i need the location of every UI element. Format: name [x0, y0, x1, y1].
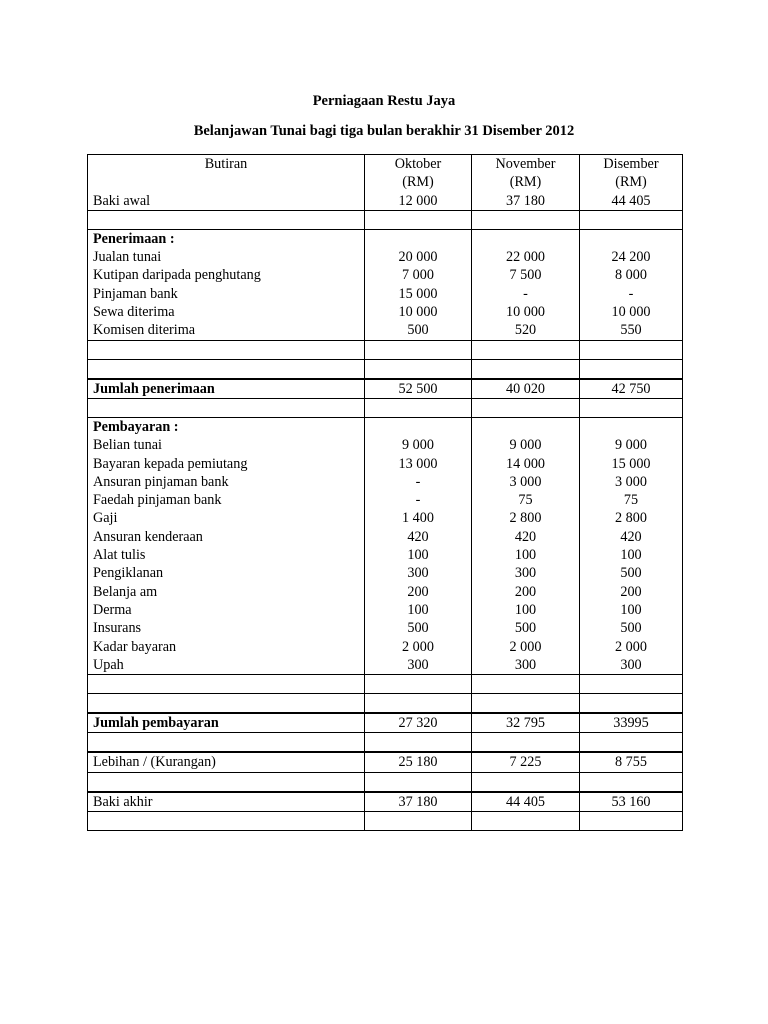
document-subtitle: Belanjawan Tunai bagi tiga bulan berakhir 31 Disember 2012: [193, 123, 575, 139]
row-value: 300: [472, 564, 580, 582]
row-label: [88, 812, 365, 831]
row-value: 100: [580, 601, 683, 619]
row-value: 500: [365, 619, 472, 637]
row-label: Pembayaran :: [88, 417, 365, 436]
row-label: [88, 340, 365, 359]
row-label: Faedah pinjaman bank: [88, 491, 365, 509]
row-label: [88, 210, 365, 229]
row-label: [88, 733, 365, 753]
row-value: 7 225: [472, 752, 580, 772]
row-value: [580, 359, 683, 379]
row-label: Jumlah penerimaan: [88, 379, 365, 399]
total-receipts-row: [88, 379, 683, 399]
row-value: [580, 675, 683, 694]
row-value: [365, 398, 472, 417]
row-value: [580, 340, 683, 359]
row-value: [365, 675, 472, 694]
row-value: [580, 417, 683, 436]
row-value: [472, 812, 580, 831]
receipt-row: [88, 266, 683, 284]
row-value: [365, 229, 472, 248]
row-value: 13 000: [365, 455, 472, 473]
header-month-label: November: [495, 156, 556, 172]
row-value: [472, 733, 580, 753]
opening-balance-row: [88, 192, 683, 211]
row-label: Derma: [88, 601, 365, 619]
row-value: [580, 733, 683, 753]
row-value: 10 000: [365, 303, 472, 321]
closing-balance-row: [88, 792, 683, 812]
header-row: [88, 155, 683, 192]
row-value: 9 000: [472, 436, 580, 454]
row-value: 75: [580, 491, 683, 509]
header-unit: (RM): [615, 174, 647, 191]
row-value: 420: [472, 528, 580, 546]
row-value: 3 000: [472, 473, 580, 491]
row-value: [472, 772, 580, 792]
header-month-label: Oktober: [394, 156, 442, 172]
row-value: 7 000: [365, 266, 472, 284]
row-value: [365, 694, 472, 714]
row-value: 100: [472, 546, 580, 564]
row-value: 9 000: [580, 436, 683, 454]
section-heading: [88, 417, 683, 436]
row-value: 37 180: [472, 192, 580, 211]
row-value: [472, 694, 580, 714]
row-value: -: [365, 473, 472, 491]
row-value: 2 000: [472, 638, 580, 656]
row-label: [88, 675, 365, 694]
row-value: 25 180: [365, 752, 472, 772]
row-value: 500: [472, 619, 580, 637]
row-value: 10 000: [472, 303, 580, 321]
row-value: 44 405: [580, 192, 683, 211]
row-value: [365, 417, 472, 436]
row-value: 22 000: [472, 248, 580, 266]
row-value: [472, 675, 580, 694]
row-value: 42 750: [580, 379, 683, 399]
row-label: Alat tulis: [88, 546, 365, 564]
row-value: 3 000: [580, 473, 683, 491]
row-value: 32 795: [472, 713, 580, 733]
row-value: [365, 340, 472, 359]
payment-row: [88, 619, 683, 637]
row-value: [580, 694, 683, 714]
row-value: 300: [365, 564, 472, 582]
row-value: 2 000: [365, 638, 472, 656]
company-title: Perniagaan Restu Jaya: [312, 93, 456, 109]
header-unit: (RM): [402, 174, 434, 191]
row-value: 40 020: [472, 379, 580, 399]
row-value: 14 000: [472, 455, 580, 473]
payment-row: [88, 473, 683, 491]
row-value: 75: [472, 491, 580, 509]
row-value: 200: [580, 583, 683, 601]
row-label: Ansuran kenderaan: [88, 528, 365, 546]
row-value: 8 000: [580, 266, 683, 284]
row-value: 53 160: [580, 792, 683, 812]
total-payments-row: [88, 713, 683, 733]
receipt-row: [88, 248, 683, 266]
spacer-row: [88, 812, 683, 831]
payment-row: [88, 546, 683, 564]
row-label: Insurans: [88, 619, 365, 637]
spacer-row: [88, 359, 683, 379]
header-item-label: Butiran: [204, 156, 248, 172]
spacer-row: [88, 772, 683, 792]
row-value: 2 800: [472, 509, 580, 527]
row-value: 100: [472, 601, 580, 619]
row-label: [88, 772, 365, 792]
row-value: 7 500: [472, 266, 580, 284]
row-value: 44 405: [472, 792, 580, 812]
row-value: [365, 733, 472, 753]
row-value: 27 320: [365, 713, 472, 733]
payment-row: [88, 455, 683, 473]
row-label: Sewa diterima: [88, 303, 365, 321]
row-label: Jumlah pembayaran: [88, 713, 365, 733]
payment-row: [88, 638, 683, 656]
row-value: -: [365, 491, 472, 509]
row-value: 20 000: [365, 248, 472, 266]
cash-budget-table: [87, 154, 683, 831]
row-value: 500: [580, 564, 683, 582]
row-value: 100: [365, 601, 472, 619]
row-label: Gaji: [88, 509, 365, 527]
row-value: [472, 210, 580, 229]
row-label: [88, 359, 365, 379]
row-value: 520: [472, 321, 580, 340]
receipt-row: [88, 303, 683, 321]
row-value: [365, 772, 472, 792]
row-label: Kutipan daripada penghutang: [88, 266, 365, 284]
header-month: [365, 155, 472, 192]
row-value: 10 000: [580, 303, 683, 321]
row-value: 200: [472, 583, 580, 601]
row-label: Kadar bayaran: [88, 638, 365, 656]
surplus-row: [88, 752, 683, 772]
row-label: Pengiklanan: [88, 564, 365, 582]
row-value: [580, 398, 683, 417]
row-value: 100: [580, 546, 683, 564]
spacer-row: [88, 733, 683, 753]
row-value: 24 200: [580, 248, 683, 266]
row-value: 300: [472, 656, 580, 675]
row-value: [472, 398, 580, 417]
row-label: Belian tunai: [88, 436, 365, 454]
spacer-row: [88, 340, 683, 359]
row-value: -: [580, 285, 683, 303]
row-value: 500: [580, 619, 683, 637]
row-value: [472, 229, 580, 248]
row-label: [88, 398, 365, 417]
payment-row: [88, 656, 683, 675]
payment-row: [88, 583, 683, 601]
header-month: [580, 155, 683, 192]
row-value: -: [472, 285, 580, 303]
row-value: 2 800: [580, 509, 683, 527]
row-value: 9 000: [365, 436, 472, 454]
row-value: [365, 359, 472, 379]
row-label: Penerimaan :: [88, 229, 365, 248]
payment-row: [88, 491, 683, 509]
row-value: [472, 340, 580, 359]
payment-row: [88, 601, 683, 619]
row-value: 300: [365, 656, 472, 675]
row-label: Komisen diterima: [88, 321, 365, 340]
row-label: Upah: [88, 656, 365, 675]
row-value: 15 000: [365, 285, 472, 303]
row-value: 100: [365, 546, 472, 564]
row-value: [365, 210, 472, 229]
header-month-label: Disember: [603, 156, 659, 172]
row-value: 8 755: [580, 752, 683, 772]
header-item: [88, 155, 365, 192]
row-label: Baki akhir: [88, 792, 365, 812]
row-value: 2 000: [580, 638, 683, 656]
spacer-row: [88, 694, 683, 714]
row-value: 420: [365, 528, 472, 546]
row-label: Pinjaman bank: [88, 285, 365, 303]
row-value: 37 180: [365, 792, 472, 812]
row-value: 12 000: [365, 192, 472, 211]
payment-row: [88, 509, 683, 527]
row-value: 550: [580, 321, 683, 340]
header-month: [472, 155, 580, 192]
section-heading: [88, 229, 683, 248]
row-label: Bayaran kepada pemiutang: [88, 455, 365, 473]
row-value: 33995: [580, 713, 683, 733]
row-value: 500: [365, 321, 472, 340]
row-value: [472, 417, 580, 436]
payment-row: [88, 564, 683, 582]
payment-row: [88, 436, 683, 454]
row-value: 200: [365, 583, 472, 601]
row-value: 420: [580, 528, 683, 546]
receipt-row: [88, 321, 683, 340]
row-value: [472, 359, 580, 379]
payment-row: [88, 528, 683, 546]
row-label: Lebihan / (Kurangan): [88, 752, 365, 772]
spacer-row: [88, 398, 683, 417]
row-value: 1 400: [365, 509, 472, 527]
row-value: [365, 812, 472, 831]
row-label: Baki awal: [88, 192, 365, 211]
row-label: [88, 694, 365, 714]
receipt-row: [88, 285, 683, 303]
row-label: Belanja am: [88, 583, 365, 601]
cash-budget-body: [88, 155, 683, 831]
row-value: 300: [580, 656, 683, 675]
header-unit: (RM): [509, 174, 542, 191]
spacer-row: [88, 210, 683, 229]
row-label: Jualan tunai: [88, 248, 365, 266]
row-value: [580, 229, 683, 248]
row-value: [580, 210, 683, 229]
row-value: 15 000: [580, 455, 683, 473]
row-value: 52 500: [365, 379, 472, 399]
spacer-row: [88, 675, 683, 694]
row-value: [580, 812, 683, 831]
row-label: Ansuran pinjaman bank: [88, 473, 365, 491]
row-value: [580, 772, 683, 792]
